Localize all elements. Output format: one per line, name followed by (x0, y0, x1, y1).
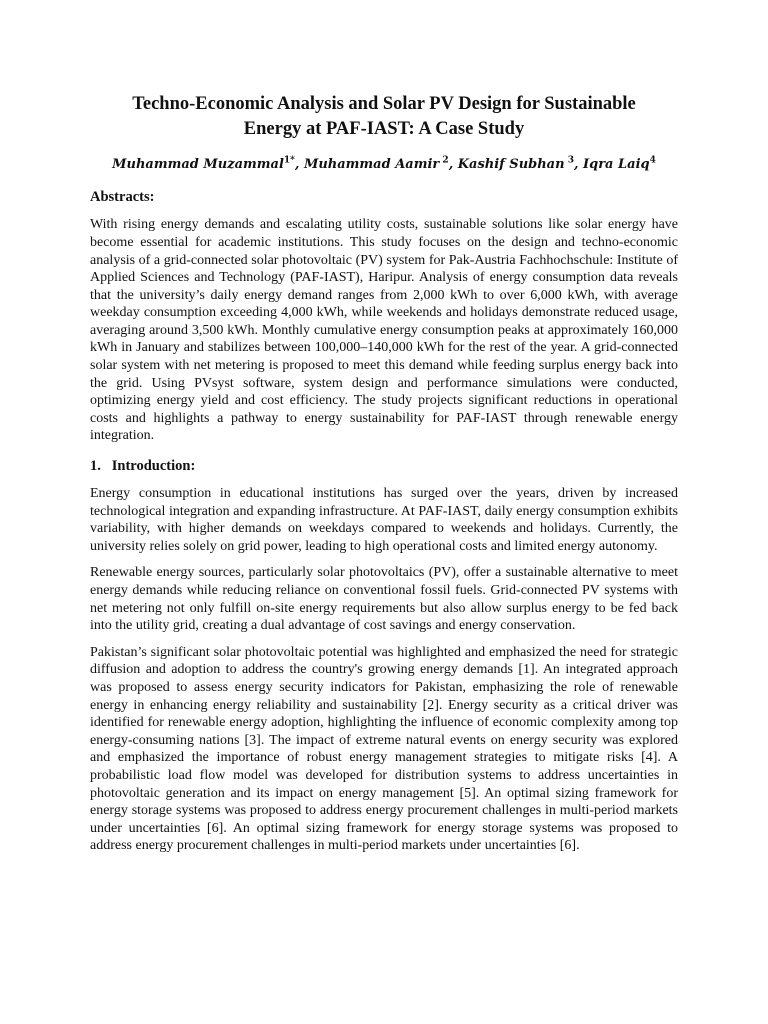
author: Muhammad Aamir $^2$, (303, 156, 458, 173)
author: Muhammad Muzammal$^{1*}$, (112, 156, 304, 173)
title-line-1: Techno-Economic Analysis and Solar PV Design for Sustainable (132, 94, 636, 114)
introduction-heading: 1. Introduction: (90, 458, 196, 475)
intro-paragraph-1: Energy consumption in educational institutions has surged over the years, driven by increased technological integration and expanding infrastructure. At PAF-IAST, daily energy consumption exhibits variability, with higher demands on weekdays compared to weekends and holidays. Currently, the university relies solely on grid power, leading to high operational costs and limited energy autonomy. (90, 486, 678, 554)
intro-paragraph-2: Renewable energy sources, particularly solar photovoltaics (PV), offer a sustainable alternative to meet energy demands while reducing reliance on conventional fossil fuels. Grid-connected PV systems with net metering not only fulfill on-site energy requirements but also allow surplus energy to be fed back into the utility grid, creating a dual advantage of cost savings and energy conservation. (90, 565, 678, 634)
title-line-2: Energy at PAF-IAST: A Case Study (243, 119, 525, 139)
abstract-text: With rising energy demands and escalating utility costs, sustainable solutions like solar energy have become essential for academic institutions. This study focuses on the design and techno-economic analysis of a grid-connected solar photovoltaic (PV) system for Pak-Austria Fachhochschule: Institute of Applied Sciences and Technology (PAF-IAST), Haripur. Analysis of energy consumption data reveals that the university’s daily energy demand ranges from 2,000 kWh to over 6,000 kWh, with average weekday consumption exceeding 4,000 kWh, while weekends and holidays demonstrate reduced usage, averaging around 3,500 kWh. Monthly cumulative energy consumption peaks at approximately 160,000 kWh in January and stabilizes between 100,000–140,000 kWh for the rest of the year. A grid-connected solar system with net metering is proposed to meet this demand while feeding surplus energy back into the grid. Using PVsyst software, system design and performance simulations were conducted, optimizing energy yield and cost efficiency. The study projects significant reductions in operational costs and highlights a pathway to energy sustainability for PAF-IAST through renewable energy integration. (90, 217, 678, 444)
paper-title (90, 92, 678, 142)
author: Iqra Laiq$^4$ (583, 156, 656, 173)
author: Kashif Subhan $^3$, (457, 156, 584, 173)
abstract-heading: Abstracts: (90, 189, 155, 206)
intro-paragraph-3: Pakistan’s significant solar photovoltaic potential was highlighted and emphasized the need for strategic diffusion and adoption to address the country's growing energy demands [1]. An integrated approach was proposed to assess energy security indicators for Pakistan, emphasizing the role of renewable energy in enhancing energy reliability and sustainability [2]. Energy security as a critical driver was identified for renewable energy adoption, highlighting the influence of economic complexity among top energy-consuming nations [3]. The impact of extreme natural events on energy security was explored and emphasized the importance of robust energy management strategies to mitigate risks [4]. A probabilistic load flow model was developed for distribution systems to address uncertainties in photovoltaic generation and its impact on energy management [5]. An optimal sizing framework for energy storage systems was proposed to address energy procurement challenges in multi-period markets under uncertainties [6]. An optimal sizing framework for energy storage systems was proposed to address energy procurement challenges in multi-period markets under uncertainties [6]. (90, 644, 678, 854)
author-list (90, 152, 678, 174)
